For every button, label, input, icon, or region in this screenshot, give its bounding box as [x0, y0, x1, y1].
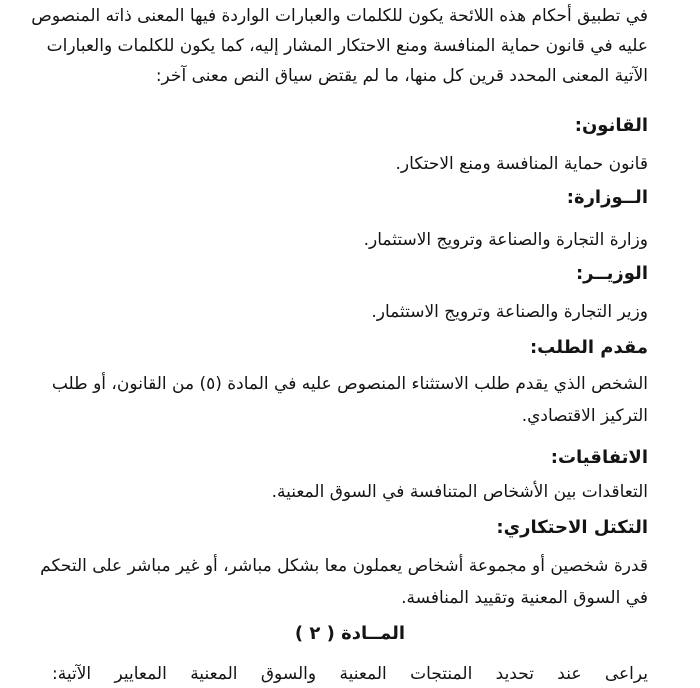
intro-line-2: عليه في قانون حماية المنافسة ومنع الاحتكار المشار إليه، كما يكون للكلمات والعبارات [46, 36, 648, 56]
term-applicant-definition-line-2: التركيز الاقتصادي. [521, 406, 648, 426]
term-minister-heading: الوزيــر: [575, 263, 648, 284]
intro-line-3: الآتية المعنى المحدد قرين كل منها، ما لم يقتض سياق النص معنى آخر: [155, 66, 648, 86]
term-agreements-heading: الاتفاقيات: [550, 447, 648, 468]
term-cartel-definition-line-2: في السوق المعنية وتقييد المنافسة. [401, 588, 648, 608]
term-minister-definition: وزير التجارة والصناعة وترويج الاستثمار. [371, 302, 648, 322]
term-law-definition: قانون حماية المنافسة ومنع الاحتكار. [395, 154, 648, 174]
term-cartel-heading: التكتل الاحتكاري: [496, 517, 648, 538]
term-ministry-heading: الــوزارة: [566, 187, 648, 208]
article-2-first-line: يراعى عند تحديد المنتجات المعنية والسوق المعنية المعايير الآتية: [52, 664, 648, 684]
term-agreements-definition: التعاقدات بين الأشخاص المتنافسة في السوق المعنية. [271, 482, 648, 502]
term-cartel-definition-line-1: قدرة شخصين أو مجموعة أشخاص يعملون معا بشكل مباشر، أو غير مباشر على التحكم [40, 556, 648, 576]
term-law-heading: القانون: [574, 115, 648, 136]
term-ministry-definition: وزارة التجارة والصناعة وترويج الاستثمار. [363, 230, 648, 250]
intro-line-1: في تطبيق أحكام هذه اللائحة يكون للكلمات والعبارات الواردة فيها المعنى ذاته المنصوص [31, 6, 648, 26]
term-applicant-definition-line-1: الشخص الذي يقدم طلب الاستثناء المنصوص عليه في المادة (٥) من القانون، أو طلب [51, 374, 648, 394]
term-applicant-heading: مقدم الطلب: [529, 337, 648, 358]
article-2-title: المــادة ( ٢ ) [294, 623, 406, 644]
